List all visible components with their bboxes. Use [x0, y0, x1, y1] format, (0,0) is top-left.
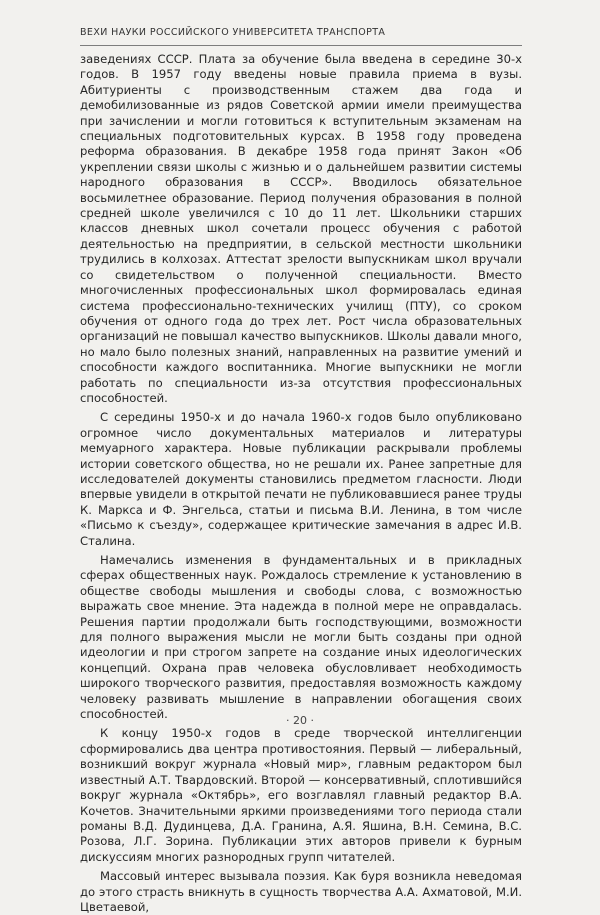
paragraph: К концу 1950-х годов в среде творческой интеллигенции сформировались два центра противостояния. Первый — либеральный, возникший вокруг журнала «Новый мир», главным редактором был известный А.Т. Твардовский. Второй — консервативный, сплотившийся вокруг журнала «Октябрь», его возглавлял главный редактор В.А. Кочетов. Значительными яркими произведениями того периода стали романы В.Д. Дудинцева, Д.А. Гранина, А.Я. Яшина, В.Н. Семина, В.С. Розова, Л.Г. Зорина. Публикации этих авторов привели к бурным дискуссиям многих разнородных групп читателей. [80, 726, 522, 864]
page-number: · 20 · [286, 714, 314, 727]
body-text [80, 52, 522, 915]
paragraph: С середины 1950-х и до начала 1960-х годов было опубликовано огромное число документальных материалов и литературы мемуарного характера. Новые публикации раскрывали проблемы истории советского общества, но не решали их. Ранее запретные для исследователей документы становились предметом гласности. Люди впервые увидели в открытой печати не публиковавшиеся ранее труды К. Маркса и Ф. Энгельса, статьи и письма В.И. Ленина, в том числе «Письмо к съезду», содержащее критические замечания в адрес И.В. Сталина. [80, 410, 522, 548]
paragraph: Массовый интерес вызывала поэзия. Как буря возникла неведомая до этого страсть вникнуть в сущность творчества А.А. Ахматовой, М.И. Цветаевой, [80, 869, 522, 914]
paragraph: Намечались изменения в фундаментальных и в прикладных сферах общественных наук. Рождалось стремление к установлению в обществе свободы мышления и свободы слова, с возможностью выражать свое мнение. Эта надежда в полной мере не оправдалась. Решения партии продолжали быть господствующими, возможности для полного выражения мысли не могли быть созданы при одной идеологии и при строгом запрете на создание иных идеологических концепций. Охрана прав человека обусловливает необходимость широкого творческого развития, предоставляя возможность каждому человеку развивать мышление в направлении обогащения своих способностей. [80, 553, 522, 722]
header-divider [80, 45, 522, 46]
running-header: ВЕХИ НАУКИ РОССИЙСКОГО УНИВЕРСИТЕТА ТРАНСПОРТА [80, 27, 386, 38]
paragraph: заведениях СССР. Плата за обучение была введена в середине 30-х годов. В 1957 году введены новые правила приема в вузы. Абитуриенты с производственным стажем два года и демобилизованные из рядов Советской армии имели преимущества при зачислении и могли готовиться к вступительным экзаменам на специальных подготовительных курсах. В 1958 году проведена реформа образования. В декабре 1958 года принят Закон «Об укреплении связи школы с жизнью и о дальнейшем развитии системы народного образования в СССР». Вводилось обязательное восьмилетнее образование. Период получения образования в полной средней школе увеличился с 10 до 11 лет. Школьники старших классов дневных школ сочетали процесс обучения с работой деятельностью на предприятии, в сельской местности школьники трудились в колхозах. Аттестат зрелости выпускникам школ вручали со свидетельством о полученной специальности. Вместо многочисленных профессиональных школ формировалась единая система профессионально-технических училищ (ПТУ), со сроком обучения от одного года до трех лет. Рост числа образовательных организаций не повышал качество выпускников. Школы давали много, но мало было полезных знаний, направленных на развитие умений и способности каждого воспитанника. Многие выпускники не могли работать по специальности из-за отсутствия профессиональных способностей. [80, 52, 522, 405]
